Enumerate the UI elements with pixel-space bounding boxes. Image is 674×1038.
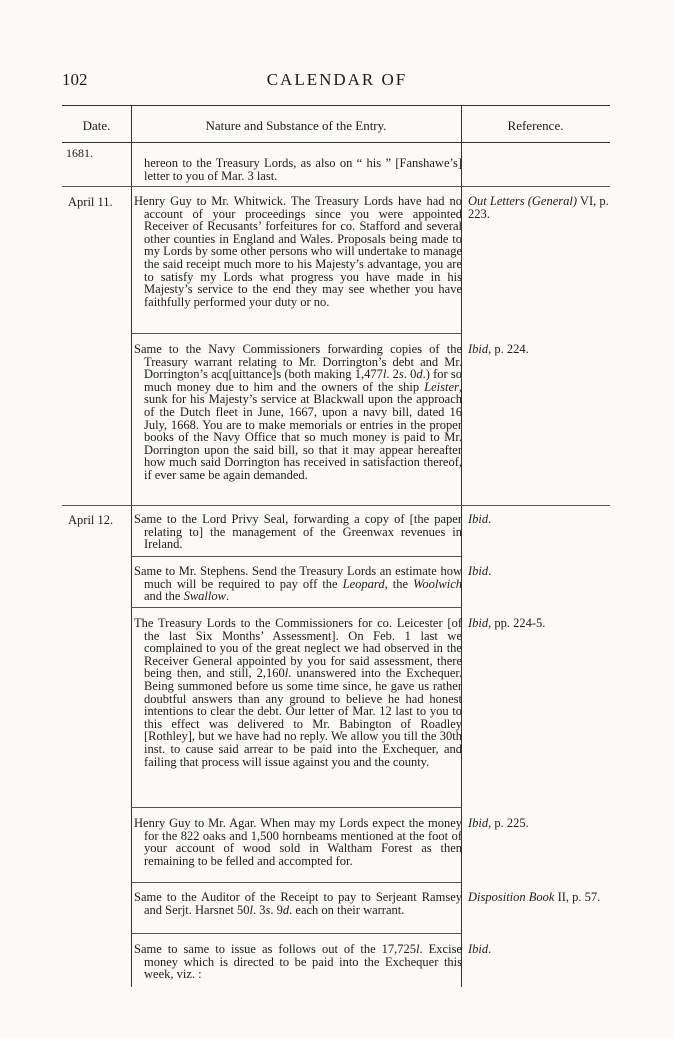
table-top-rule	[62, 105, 610, 106]
reference-page: VI, p. 223.	[468, 194, 609, 221]
entry-separator	[131, 807, 461, 808]
reference-page: , pp. 224-5.	[488, 616, 546, 630]
entry-separator	[131, 333, 461, 334]
entry-text: Same to Mr. Stephens. Send the Treasury Lords an estimate how much will be required to pay off the Leopard, the Woolwich and the Swallow.	[134, 564, 462, 604]
entry-text: Henry Guy to Mr. Whitwick. The Treasury Lords have had no account of your proceedings since you were appointed Receiver of Recusants’ forfeitures for co. Stafford and several other counties in England and Wales. Proposals being made to my Lords by some other persons who will undertake to manage the said receipt much more to his Majesty’s advantage, you are to satisfy my Lords what progress you have made in his Majesty’s service to the end they may see whether you have faithfully performed your duty or no.	[134, 194, 462, 309]
entry-reference	[468, 617, 612, 630]
year-label: 1681.	[66, 146, 93, 160]
entry-date: April 11.	[68, 195, 113, 209]
reference-page: , p. 225.	[488, 816, 529, 830]
reference-title: Ibid	[468, 616, 489, 630]
entry-reference	[468, 943, 612, 956]
reference-title: Ibid	[468, 564, 489, 578]
reference-title: Ibid	[468, 816, 489, 830]
entry-text: Same to the Navy Commissioners forwarding copies of the Treasury warrant relating to Mr. Dorrington’s debt and Mr. Dorrington’s acq[uittance]s (both making 1,477l. 2s. 0d.) for so much money due to him and the owners of the ship Leister, sunk for his Majesty’s service at Blackwall upon the approach of the Dutch fleet in June, 1667, upon a navy bill, dated 16 July, 1668. You are to make memorials or entries in the proper books of the Navy Office that so much money is paid to Mr. Dorrington upon the said bill, so that it may appear hereafter how much said Dorrington has received in satisfaction thereof, if ever same be again demanded.	[134, 342, 463, 482]
reference-page: II, p. 57.	[554, 890, 601, 904]
entry-reference	[468, 513, 612, 526]
entry-reference	[468, 891, 612, 904]
page-number: 102	[62, 70, 88, 89]
entry-text: Same to the Lord Privy Seal, forwarding a copy of [the paper relating to] the management of the Greenwax revenues in Ireland.	[134, 512, 462, 552]
reference-page: .	[488, 512, 492, 526]
entry-separator	[131, 882, 461, 883]
entry-separator	[62, 505, 610, 506]
reference-page: .	[488, 564, 492, 578]
entry-reference	[468, 343, 612, 356]
header-bottom-rule	[62, 142, 610, 143]
column-divider-date	[131, 105, 132, 987]
reference-page: , p. 224.	[488, 342, 529, 356]
entry-separator	[131, 933, 461, 934]
reference-title: Ibid	[468, 942, 489, 956]
reference-title: Out Letters (General)	[468, 194, 578, 208]
entry-text: Henry Guy to Mr. Agar. When may my Lords expect the money for the 822 oaks and 1,500 hornbeams mentioned at the foot of your account of wood sold in Waltham Forest as then remaining to be felled and accompted for.	[134, 816, 462, 868]
entry-reference	[468, 565, 612, 578]
entry-text: Same to the Auditor of the Receipt to pay to Serjeant Ramsey and Serjt. Harsnet 50l. 3s. 9d. each on their warrant.	[134, 890, 462, 917]
reference-page: .	[488, 942, 492, 956]
reference-title: Ibid	[468, 342, 489, 356]
entry-separator	[131, 556, 461, 557]
entry-date: April 12.	[68, 513, 114, 527]
entry-separator	[62, 186, 610, 187]
entry-reference	[468, 195, 612, 221]
reference-title: Ibid	[468, 512, 489, 526]
column-header-nature: Nature and Substance of the Entry.	[205, 118, 387, 133]
entry-text: The Treasury Lords to the Commissioners for co. Leicester [of the last Six Months’ Assessment]. On Feb. 1 last we complained to you of the great neglect we had observed in the Receiver General appointed by you for said assessment, there being then, and still, 2,160l. unanswered into the Exchequer. Being summoned before us some time since, he gave us rather doubtful answers than any ground to believe he had honest intentions to clear the debt. Our letter of Mar. 12 last to you to this effect was delivered to Mr. Babington of Roadley [Rothley], but we have had no reply. We allow you till the 30th inst. to cause said arrear to be paid into the Exchequer, and failing that process will issue against you and the county.	[134, 616, 462, 769]
entry-separator	[131, 607, 461, 608]
page-header	[62, 70, 612, 92]
column-header-date: Date.	[82, 118, 111, 133]
entry-text: hereon to the Treasury Lords, as also on “ his ” [Fanshawe’s] letter to you of Mar. 3 last.	[144, 156, 462, 183]
entry-reference	[468, 817, 612, 830]
entry-text: Same to same to issue as follows out of the 17,725l. Excise money which is directed to be paid into the Exchequer this week, viz. :	[134, 942, 462, 982]
reference-title: Disposition Book	[468, 890, 555, 904]
column-header-reference: Reference.	[507, 118, 564, 133]
running-title: CALENDAR OF	[266, 70, 408, 89]
